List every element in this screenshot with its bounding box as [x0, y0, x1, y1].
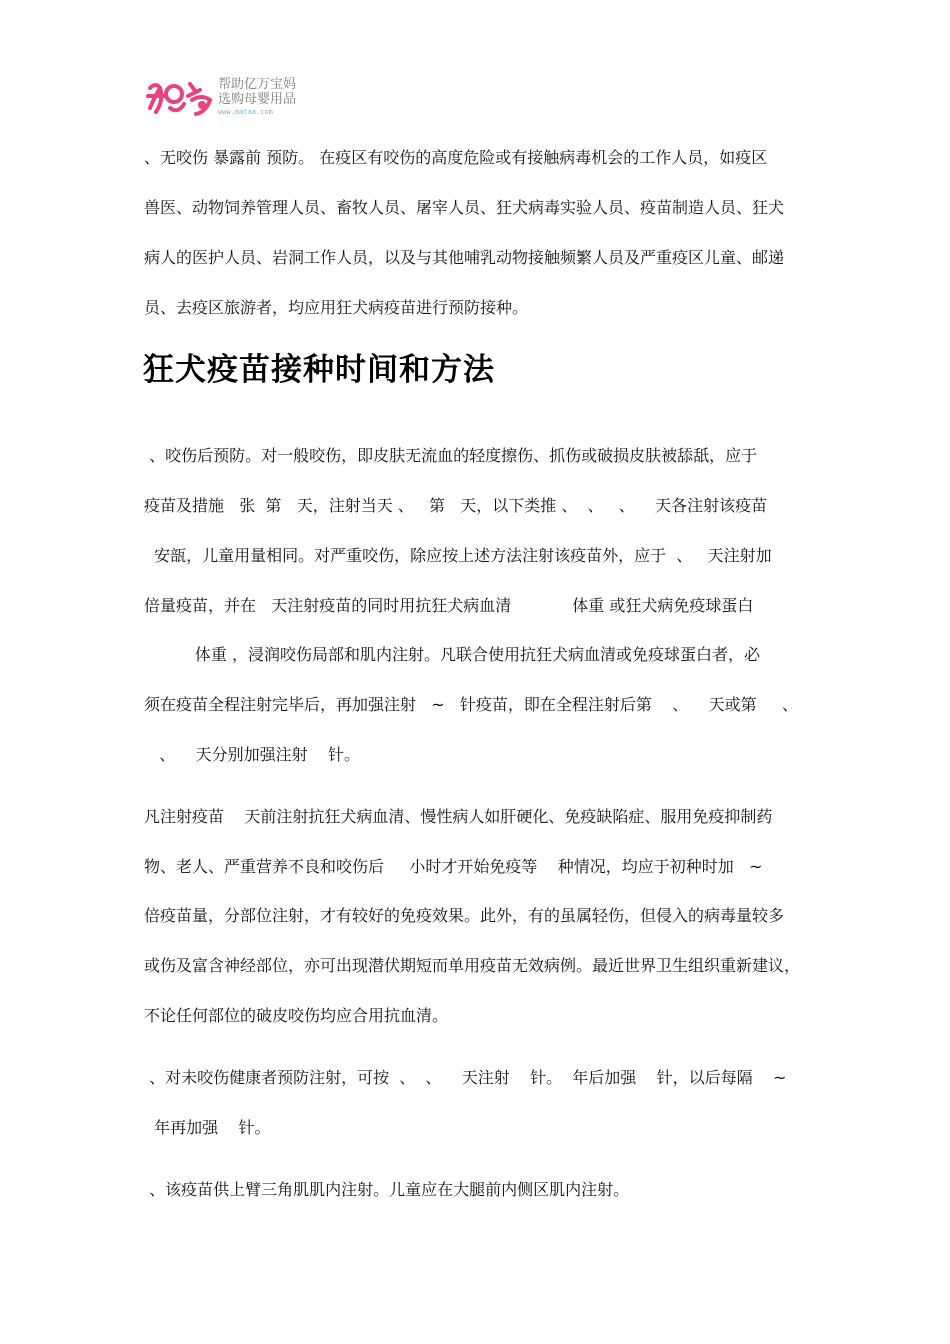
logo-url: www.mataa.com: [218, 108, 273, 116]
paragraph-line: 安瓿，儿童用量相同。对严重咬伤，除应按上述方法注射该疫苗外，应于 、 天注射加: [144, 546, 772, 565]
site-logo: [144, 72, 314, 122]
logo-mark-icon: [144, 74, 216, 118]
section-heading: 狂犬疫苗接种时间和方法: [143, 352, 495, 388]
paragraph-line: 、对未咬伤健康者预防注射，可按 、 、 天注射 针。 年后加强 针，以后每隔 ~: [144, 1068, 787, 1087]
paragraph-line: 不论任何部位的破皮咬伤均应合用抗血清。: [144, 1006, 449, 1025]
paragraph-line: 须在疫苗全程注射完毕后，再加强注射 ~ 针疫苗，即在全程注射后第 、 天或第 、: [144, 695, 799, 714]
paragraph-line: 倍量疫苗，并在 天注射疫苗的同时用抗狂犬病血清 体重 或狂犬病免疫球蛋白: [144, 596, 754, 615]
paragraph-line: 、 天分别加强注射 针。: [144, 745, 360, 764]
paragraph-line: 疫苗及措施 张 第 天，注射当天 、 第 天，以下类推 、 、 、 天各注射该疫苗: [144, 496, 768, 515]
paragraph-line: 倍疫苗量，分部位注射，才有较好的免疫效果。此外，有的虽属轻伤，但侵入的病毒量较多: [144, 906, 785, 925]
paragraph-line: 凡注射疫苗 天前注射抗狂犬病血清、慢性病人如肝硬化、免疫缺陷症、服用免疫抑制药: [144, 807, 773, 826]
paragraph-line: 兽医、动物饲养管理人员、畜牧人员、屠宰人员、狂犬病毒实验人员、疫苗制造人员、狂犬: [144, 198, 785, 217]
paragraph-line: 年再加强 针。: [144, 1118, 271, 1137]
paragraph-line: 员、去疫区旅游者，均应用狂犬病疫苗进行预防接种。: [144, 298, 529, 317]
logo-slogan-line1: 帮助亿万宝妈: [218, 77, 297, 92]
logo-slogan-line2: 选购母婴用品: [218, 92, 297, 107]
paragraph-line: 病人的医护人员、岩洞工作人员，以及与其他哺乳动物接触频繁人员及严重疫区儿童、邮递: [144, 248, 785, 267]
paragraph-line: 、咬伤后预防。对一般咬伤，即皮肤无流血的轻度擦伤、抓伤或破损皮肤被舔舐，应于: [144, 446, 758, 465]
paragraph-line: 、无咬伤 暴露前 预防。 在疫区有咬伤的高度危险或有接触病毒机会的工作人员，如疫区: [144, 148, 768, 167]
paragraph-line: 、该疫苗供上臂三角肌肌内注射。儿童应在大腿前内侧区肌内注射。: [144, 1180, 630, 1199]
paragraph-line: 或伤及富含神经部位，亦可出现潜伏期短而单用疫苗无效病例。最近世界卫生组织重新建议，: [144, 956, 801, 975]
paragraph-line: 体重 ，浸润咬伤局部和肌内注射。凡联合使用抗狂犬病血清或免疫球蛋白者，必: [144, 645, 760, 664]
paragraph-line: 物、老人、严重营养不良和咬伤后 小时才开始免疫等 种情况，均应于初种时加 ~: [144, 857, 763, 876]
